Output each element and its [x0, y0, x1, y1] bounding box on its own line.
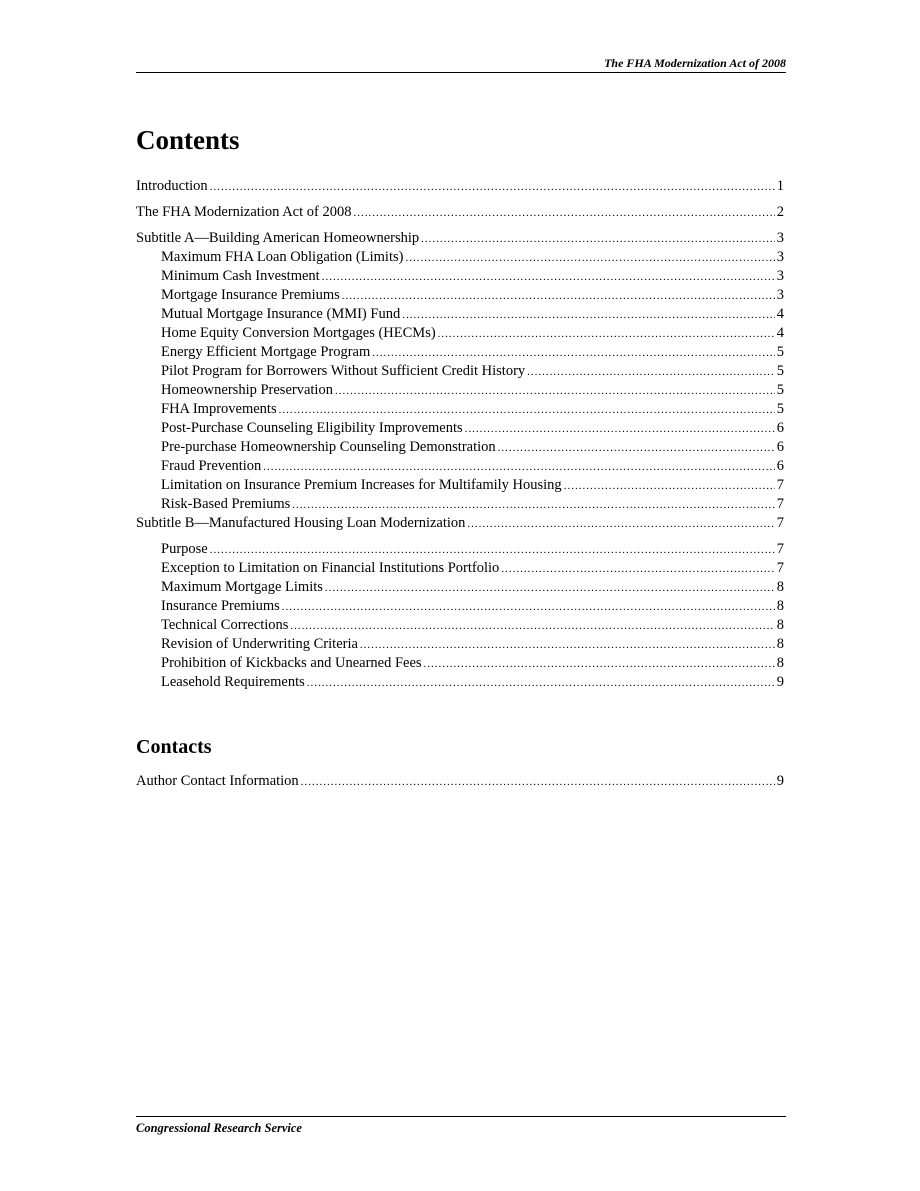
dot-leader [290, 617, 774, 636]
toc-entry-multifamily-premium-limitation[interactable] [136, 476, 784, 495]
dot-leader [372, 344, 774, 363]
toc-entry-label: Minimum Cash Investment [161, 268, 320, 284]
toc-entry-page: 8 [776, 598, 784, 614]
toc-entry-page: 5 [776, 382, 784, 398]
toc-entry-page: 6 [776, 439, 784, 455]
toc-entry-page: 7 [776, 477, 784, 493]
toc-entry-page: 4 [776, 325, 784, 341]
dot-leader [360, 636, 775, 655]
dot-leader [325, 579, 775, 598]
toc-entry-pre-purchase-counseling[interactable] [136, 438, 784, 457]
toc-entry-label: Risk-Based Premiums [161, 496, 291, 512]
toc-entry-risk-based-premiums[interactable] [136, 495, 784, 514]
toc-entry-energy-efficient-mortgage[interactable] [136, 343, 784, 362]
footer-rule [136, 1116, 786, 1117]
toc-entry-page: 6 [776, 458, 784, 474]
running-header: The FHA Modernization Act of 2008 [604, 56, 786, 70]
dot-leader [210, 541, 775, 560]
toc-entry-page: 7 [776, 541, 784, 557]
toc-entry-subtitle-a[interactable] [136, 229, 784, 248]
toc-entry-post-purchase-counseling[interactable] [136, 419, 784, 438]
contacts-list [136, 772, 784, 791]
toc-entry-subtitle-b[interactable] [136, 514, 784, 533]
toc-entry-page: 2 [776, 204, 784, 220]
dot-leader [263, 458, 774, 477]
toc-entry-purpose[interactable] [136, 540, 784, 559]
toc-entry-label: Prohibition of Kickbacks and Unearned Fees [161, 655, 422, 671]
dot-leader [438, 325, 775, 344]
dot-leader [421, 230, 775, 249]
dot-leader [279, 401, 775, 420]
toc-entry-label: Maximum Mortgage Limits [161, 579, 323, 595]
toc-entry-technical-corrections[interactable] [136, 616, 784, 635]
dot-leader [527, 363, 775, 382]
toc-entry-portfolio-exception[interactable] [136, 559, 784, 578]
toc-entry-leasehold-requirements[interactable] [136, 673, 784, 692]
toc-entry-kickbacks-prohibition[interactable] [136, 654, 784, 673]
toc-entry-label: Introduction [136, 178, 208, 194]
dot-leader [564, 477, 775, 496]
toc-entry-page: 8 [776, 617, 784, 633]
toc-entry-underwriting-criteria[interactable] [136, 635, 784, 654]
toc-entry-label: Maximum FHA Loan Obligation (Limits) [161, 249, 404, 265]
toc-entry-page: 3 [776, 230, 784, 246]
dot-leader [405, 249, 774, 268]
toc-entry-label: FHA Improvements [161, 401, 277, 417]
dot-leader [322, 268, 775, 287]
toc-entry-minimum-cash-investment[interactable] [136, 267, 784, 286]
dot-leader [501, 560, 774, 579]
toc-entry-page: 7 [776, 515, 784, 531]
toc-entry-page: 5 [776, 401, 784, 417]
dot-leader [424, 655, 775, 674]
toc-entry-label: Exception to Limitation on Financial Institutions Portfolio [161, 560, 500, 576]
toc-entry-page: 6 [776, 420, 784, 436]
toc-entry-label: Insurance Premiums [161, 598, 280, 614]
toc-entry-label: Limitation on Insurance Premium Increases for Multifamily Housing [161, 477, 562, 493]
dot-leader [498, 439, 775, 458]
toc-entry-label: Leasehold Requirements [161, 674, 305, 690]
toc-entry-page: 3 [776, 287, 784, 303]
toc-entry-mmi-fund[interactable] [136, 305, 784, 324]
toc-entry-label: Post-Purchase Counseling Eligibility Improvements [161, 420, 463, 436]
toc-entry-mortgage-insurance-premiums[interactable] [136, 286, 784, 305]
dot-leader [465, 420, 775, 439]
toc-entry-label: Homeownership Preservation [161, 382, 333, 398]
toc-entry-introduction[interactable] [136, 177, 784, 196]
toc-entry-page: 7 [776, 560, 784, 576]
toc-entry-page: 8 [776, 579, 784, 595]
toc-entry-author-contact[interactable] [136, 772, 784, 791]
toc-entry-label: Fraud Prevention [161, 458, 262, 474]
toc-entry-page: 4 [776, 306, 784, 322]
toc-entry-page: 1 [776, 178, 784, 194]
contents-heading: Contents [136, 125, 240, 155]
toc-entry-hecms[interactable] [136, 324, 784, 343]
toc-entry-label: Subtitle A—Building American Homeownership [136, 230, 420, 246]
toc-entry-label: Subtitle B—Manufactured Housing Loan Modernization [136, 515, 466, 531]
footer-publisher: Congressional Research Service [136, 1121, 302, 1135]
toc-entry-page: 5 [776, 363, 784, 379]
toc-entry-label: Technical Corrections [161, 617, 289, 633]
dot-leader [353, 204, 774, 223]
dot-leader [467, 515, 774, 534]
dot-leader [335, 382, 775, 401]
toc-entry-label: Revision of Underwriting Criteria [161, 636, 358, 652]
toc-entry-insurance-premiums[interactable] [136, 597, 784, 616]
toc-entry-label: Purpose [161, 541, 208, 557]
toc-entry-page: 5 [776, 344, 784, 360]
dot-leader [301, 773, 775, 792]
toc-entry-fraud-prevention[interactable] [136, 457, 784, 476]
toc-entry-label: Pilot Program for Borrowers Without Sufficient Credit History [161, 363, 526, 379]
toc-entry-pilot-program[interactable] [136, 362, 784, 381]
toc-entry-page: 7 [776, 496, 784, 512]
dot-leader [210, 178, 775, 197]
toc-entry-page: 3 [776, 268, 784, 284]
contacts-heading: Contacts [136, 736, 212, 758]
toc-entry-fha-improvements[interactable] [136, 400, 784, 419]
dot-leader [292, 496, 774, 515]
toc-entry-page: 9 [776, 773, 784, 789]
toc-entry-label: Mortgage Insurance Premiums [161, 287, 340, 303]
toc-entry-page: 9 [776, 674, 784, 690]
toc-entry-homeownership-preservation[interactable] [136, 381, 784, 400]
toc-entry-label: The FHA Modernization Act of 2008 [136, 204, 352, 220]
dot-leader [282, 598, 775, 617]
toc-entry-label: Energy Efficient Mortgage Program [161, 344, 371, 360]
header-rule [136, 72, 786, 73]
toc-entry-page: 3 [776, 249, 784, 265]
toc-entry-maximum-fha-loan-obligation[interactable] [136, 248, 784, 267]
dot-leader [342, 287, 775, 306]
toc-entry-label: Mutual Mortgage Insurance (MMI) Fund [161, 306, 401, 322]
toc-entry-maximum-mortgage-limits[interactable] [136, 578, 784, 597]
toc-entry-label: Home Equity Conversion Mortgages (HECMs) [161, 325, 436, 341]
dot-leader [402, 306, 775, 325]
toc-entry-page: 8 [776, 636, 784, 652]
toc-entry-page: 8 [776, 655, 784, 671]
table-of-contents [136, 177, 784, 692]
toc-entry-fha-modernization-act[interactable] [136, 203, 784, 222]
dot-leader [307, 674, 775, 693]
toc-entry-label: Author Contact Information [136, 773, 299, 789]
toc-entry-label: Pre-purchase Homeownership Counseling Demonstration [161, 439, 496, 455]
